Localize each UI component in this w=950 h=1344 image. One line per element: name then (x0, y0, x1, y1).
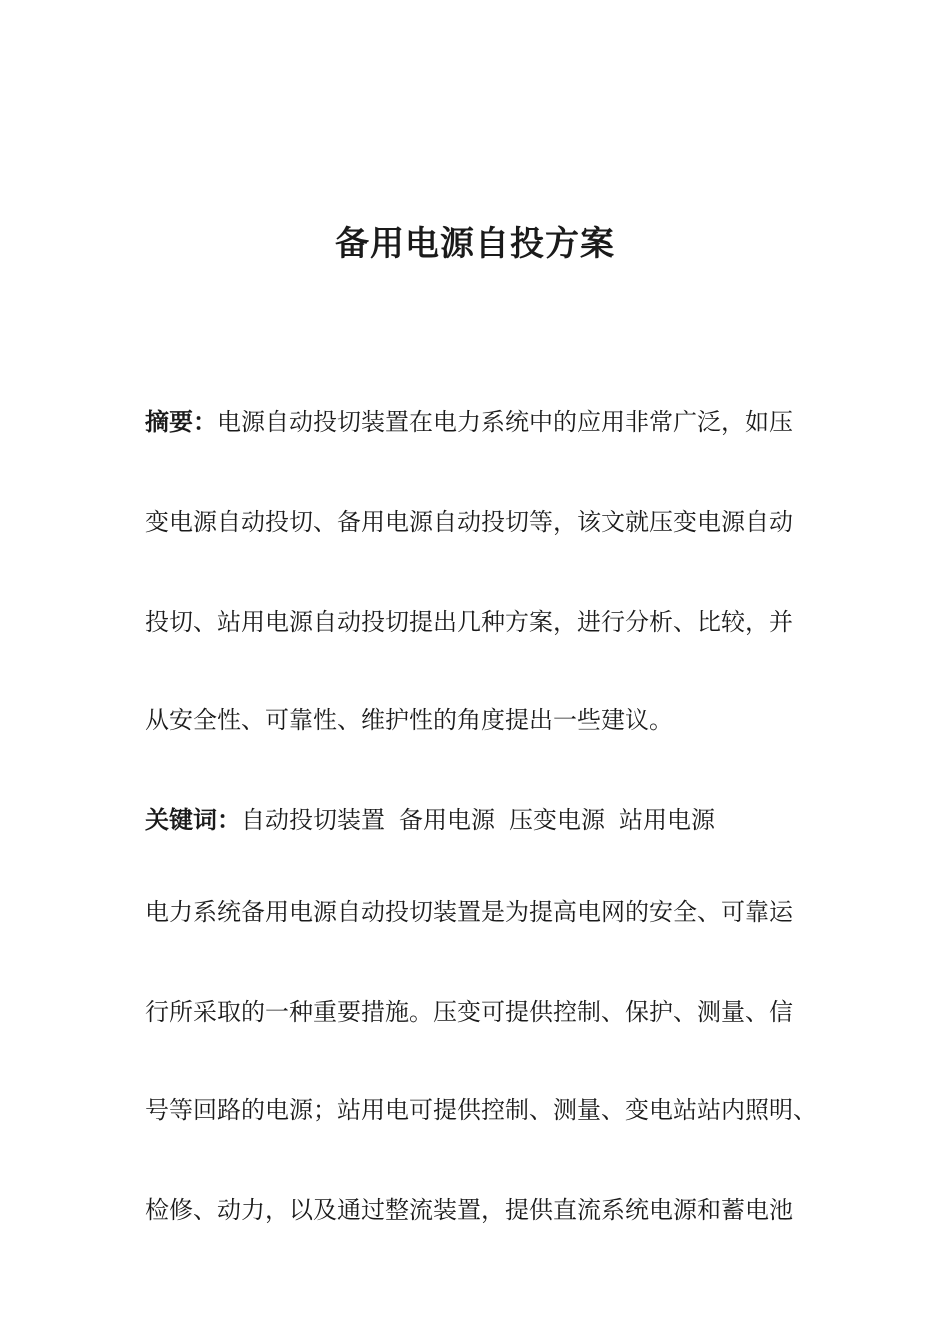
keywords-label: 关键词： (145, 805, 241, 834)
keyword-item: 自动投切装置 (241, 806, 385, 834)
keyword-item: 压变电源 (509, 806, 605, 834)
abstract-line-2: 变电源自动投切、备用电源自动投切等，该文就压变电源自动 (145, 508, 793, 536)
body-line-3: 号等回路的电源；站用电可提供控制、测量、变电站站内照明、 (145, 1096, 817, 1124)
body-line-4: 检修、动力，以及通过整流装置，提供直流系统电源和蓄电池 (145, 1196, 793, 1224)
keyword-item: 备用电源 (399, 806, 495, 834)
keyword-item: 站用电源 (619, 806, 715, 834)
abstract-text: 电源自动投切装置在电力系统中的应用非常广泛，如压 (217, 408, 793, 436)
abstract-line-1 (145, 405, 865, 439)
abstract-line-3: 投切、站用电源自动投切提出几种方案，进行分析、比较，并 (145, 608, 793, 636)
document-title: 备用电源自投方案 (335, 224, 615, 264)
keywords-line (145, 803, 865, 837)
abstract-line-4: 从安全性、可靠性、维护性的角度提出一些建议。 (145, 706, 673, 734)
abstract-label: 摘要： (145, 407, 217, 436)
body-line-2: 行所采取的一种重要措施。压变可提供控制、保护、测量、信 (145, 998, 793, 1026)
body-line-1: 电力系统备用电源自动投切装置是为提高电网的安全、可靠运 (145, 898, 793, 926)
